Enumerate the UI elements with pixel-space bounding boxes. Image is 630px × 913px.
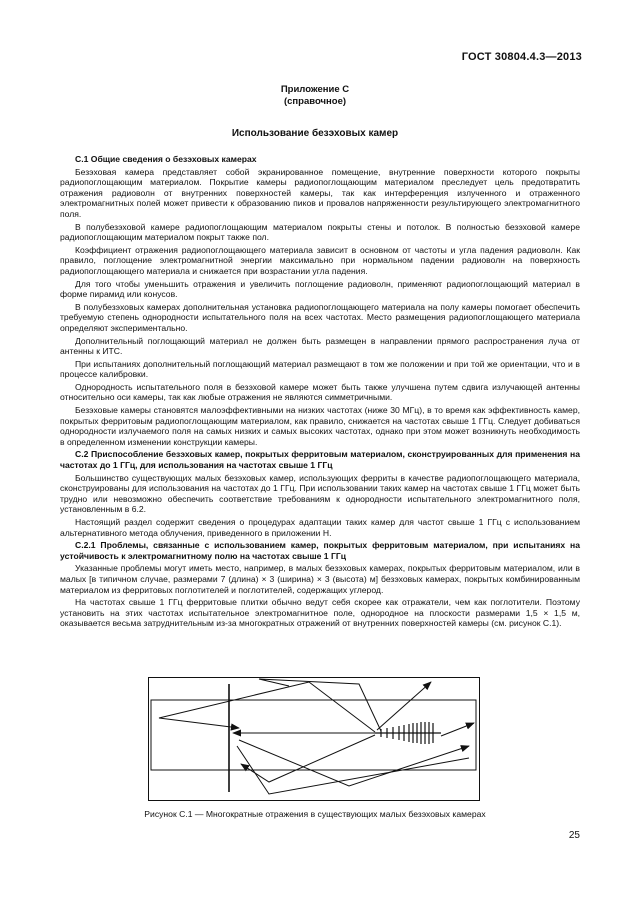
main-heading: Использование безэховых камер [231, 128, 399, 139]
paragraph: Настоящий раздел содержит сведения о процедурах адаптации таких камер для частот свыше 1 ГГц с использованием альтернативного метода облучения, приведенного в приложении Н. [60, 517, 580, 538]
page-number: 25 [568, 830, 580, 841]
paragraph: Указанные проблемы могут иметь место, например, в малых безэховых камерах, покрытых ферритовым материалом, или в малых [в типичном случае, размерами 7 (длина) × 3 (ширина) × 3 (высота) м] безэховых камерах, покрытых комбинированным материалом из ферритовых поглотителей и поглотителей, содержащих углерод. [60, 563, 580, 595]
annex-title-block [0, 84, 630, 108]
paragraph: На частотах свыше 1 ГГц ферритовые плитки обычно ведут себя скорее как отражатели, чем как поглотители. Поэтому установить на этих частотах испытательное электромагнитное поле, однородное на плоскости размерами 1,5 × 1,5 м, оказывается весьма затруднительным из-за многократных отражений от внутренних поверхностей камеры (см. рисунок С.1). [60, 597, 580, 629]
annex-note: (справочное) [283, 96, 347, 107]
paragraph: Безэховые камеры становятся малоэффективными на низких частотах (ниже 30 МГц), в то время как эффективность камер, покрытых ферритовым радиопоглощающим материалом, как правило, снижается на частотах свыше 1 ГГц. Следует добиваться однородности излучаемого поля на самых низких и самых высоких частотах, однако при этом может возникнуть необходимость в определенном изменении конструкции камеры. [60, 405, 580, 447]
section-heading: С.2 Приспособление безэховых камер, покрытых ферритовым материалом, сконструированных для применения на частотах до 1 ГГц, для использования на частотах свыше 1 ГГц [60, 449, 580, 471]
reflection-diagram [149, 678, 479, 800]
antenna-icon [375, 722, 441, 744]
document-header: ГОСТ 30804.4.3—2013 [461, 51, 582, 63]
paragraph: В полубезэховой камере радиопоглощающим материалом покрыты стены и потолок. В полностью безэховой камере радиопоглощающим материалом покрыт также пол. [60, 221, 580, 243]
paragraph: Безэховая камера представляет собой экранированное помещение, внутренние поверхности которого покрыты радиопоглощающим материалом. Покрытие камеры радиопоглощающим материалом преследует цель предотвратить отражения радиоволн от внутренних поверхностей камеры, так как интерференция излученного и отраженного электромагнитных полей может привести к образованию пиков и провалов напряженности результирующего электромагнитного поля. [60, 166, 580, 219]
paragraph: Коэффициент отражения радиопоглощающего материала зависит в основном от частоты и угла падения радиоволн. Как правило, поглощение электромагнитной энергии максимально при нормальном падении радиоволн на поверхность радиопоглощающего материала и снижается при возрастании угла падения. [60, 244, 580, 276]
paragraph: В полубезэховых камерах дополнительная установка радиопоглощающего материала на полу камеры помогает обеспечить требуемую степень однородности испытательного поля на всех частотах. Место размещения радиопоглощающего материала определяют экспериментально. [60, 301, 580, 333]
paragraph: Дополнительный поглощающий материал не должен быть размещен в направлении прямого распространения луча от антенны к ИТС. [60, 335, 580, 357]
paragraph: Большинство существующих малых безэховых камер, использующих ферриты в качестве радиопоглощающего материала, сконструированы для использования на частотах до 1 ГГц. При использовании таких камер на частотах свыше 1 ГГц может быть трудно или невозможно обеспечить соответствие требованиям к однородности испытательного электромагнитного поля, установленным в 6.2. [60, 472, 580, 515]
paragraph: Для того чтобы уменьшить отражения и увеличить поглощение радиоволн, применяют радиопоглощающий материал в форме пирамид или конусов. [60, 278, 580, 300]
annex-title: Приложение С [280, 84, 350, 95]
document-body [60, 154, 580, 631]
section-heading: С.2.1 Проблемы, связанные с использованием камер, покрытых ферритовым материалом, при испытаниях на устойчивость к электромагнитному полю на частотах свыше 1 ГГц [60, 540, 580, 561]
figure-caption: Рисунок С.1 — Многократные отражения в существующих малых безэховых камерах [144, 809, 486, 819]
paragraph: При испытаниях дополнительный поглощающий материал размещают в том же положении и при той же ориентации, что и в процессе калибровки. [60, 358, 580, 380]
figure-multiple-reflections [148, 677, 480, 801]
section-heading: С.1 Общие сведения о безэховых камерах [75, 154, 257, 164]
paragraph: Однородность испытательного поля в безэховой камере может быть также улучшена путем сдвига излучающей антенны относительно оси камеры, так как любые отражения не являются симметричными. [60, 381, 580, 403]
